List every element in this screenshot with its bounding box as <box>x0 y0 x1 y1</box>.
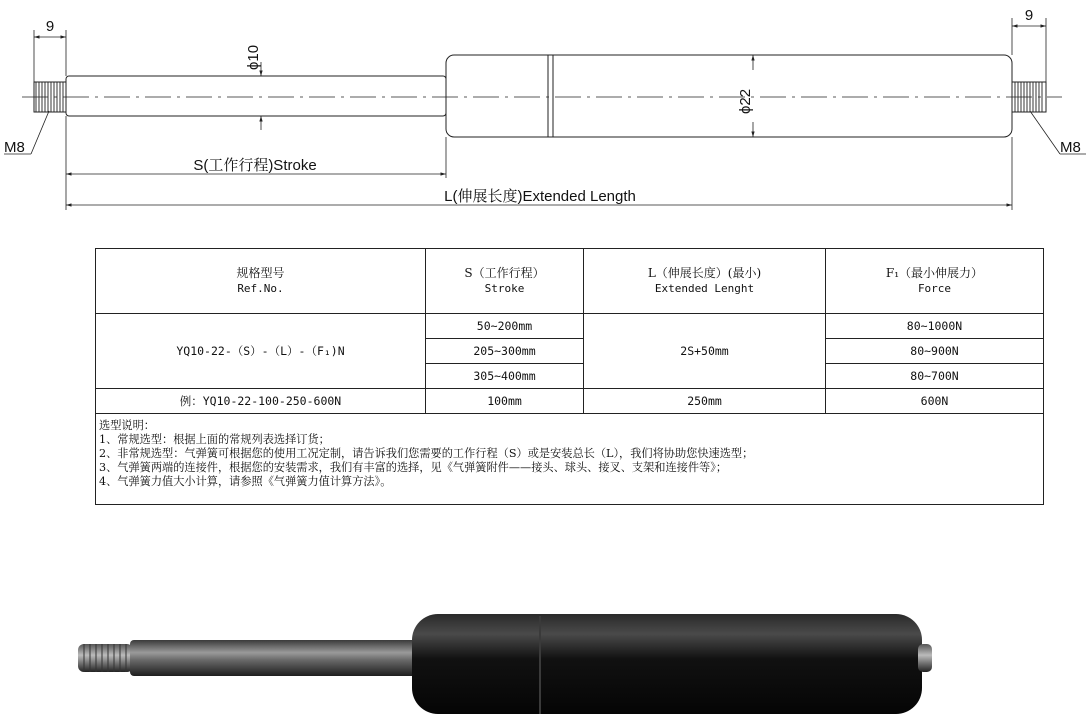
table-row <box>96 314 1044 339</box>
technical-drawing <box>0 0 1091 215</box>
example-stroke: 100mm <box>426 389 584 414</box>
left-thread <box>34 82 66 112</box>
spec-table <box>95 248 1044 505</box>
notes-row <box>96 414 1044 505</box>
tube-render <box>412 614 932 714</box>
example-row <box>96 389 1044 414</box>
tube-diameter-label: ϕ22 <box>737 88 754 114</box>
header-ref-no: 规格型号 Ref.No. <box>96 249 426 314</box>
force-cell: 80~900N <box>826 339 1044 364</box>
force-cell: 80~700N <box>826 364 1044 389</box>
rod-diameter-label: ϕ10 <box>245 44 262 70</box>
stroke-cell: 205~300mm <box>426 339 584 364</box>
example-length: 250mm <box>584 389 826 414</box>
header-length: L（伸展长度）(最小) Extended Lenght <box>584 249 826 314</box>
stroke-cell: 305~400mm <box>426 364 584 389</box>
selection-notes <box>96 414 1044 505</box>
stroke-label: S(工作行程)Stroke <box>193 157 317 174</box>
piston-rod <box>66 76 446 116</box>
stroke-cell: 50~200mm <box>426 314 584 339</box>
length-label: L(伸展长度)Extended Length <box>444 188 636 205</box>
table-header-row <box>96 249 1044 314</box>
header-force: F₁（最小伸展力） Force <box>826 249 1044 314</box>
note-item: 2、非常规选型：气弹簧可根据您的使用工况定制，请告诉我们您需要的工作行程（S）或是安装总长（L），我们将协助您快速选型； <box>99 447 754 460</box>
thread-length-right: 9 <box>1024 7 1034 24</box>
force-cell: 80~1000N <box>826 314 1044 339</box>
gas-spring-photo <box>70 602 950 714</box>
header-stroke: S（工作行程） Stroke <box>426 249 584 314</box>
length-cell: 2S+50mm <box>584 314 826 389</box>
model-cell: YQ10-22-（S）-（L）-（F₁)N <box>96 314 426 389</box>
notes-title: 选型说明： <box>99 419 155 432</box>
example-model: 例：YQ10-22-100-250-600N <box>96 389 426 414</box>
thread-size-left: M8 <box>4 139 25 156</box>
rod-render <box>78 640 420 676</box>
thread-size-right: M8 <box>1060 139 1081 156</box>
note-item: 3、气弹簧两端的连接件，根据您的安装需求，我们有丰富的选择，见《气弹簧附件——接头、球头、接叉、支架和连接件等》； <box>99 461 728 474</box>
cylinder-tube <box>446 55 1012 137</box>
thread-length-left: 9 <box>45 18 55 35</box>
note-item: 1、常规选型：根据上面的常规列表选择订货； <box>99 433 330 446</box>
example-force: 600N <box>826 389 1044 414</box>
note-item: 4、气弹簧力值大小计算，请参照《气弹簧力值计算方法》。 <box>99 475 392 488</box>
